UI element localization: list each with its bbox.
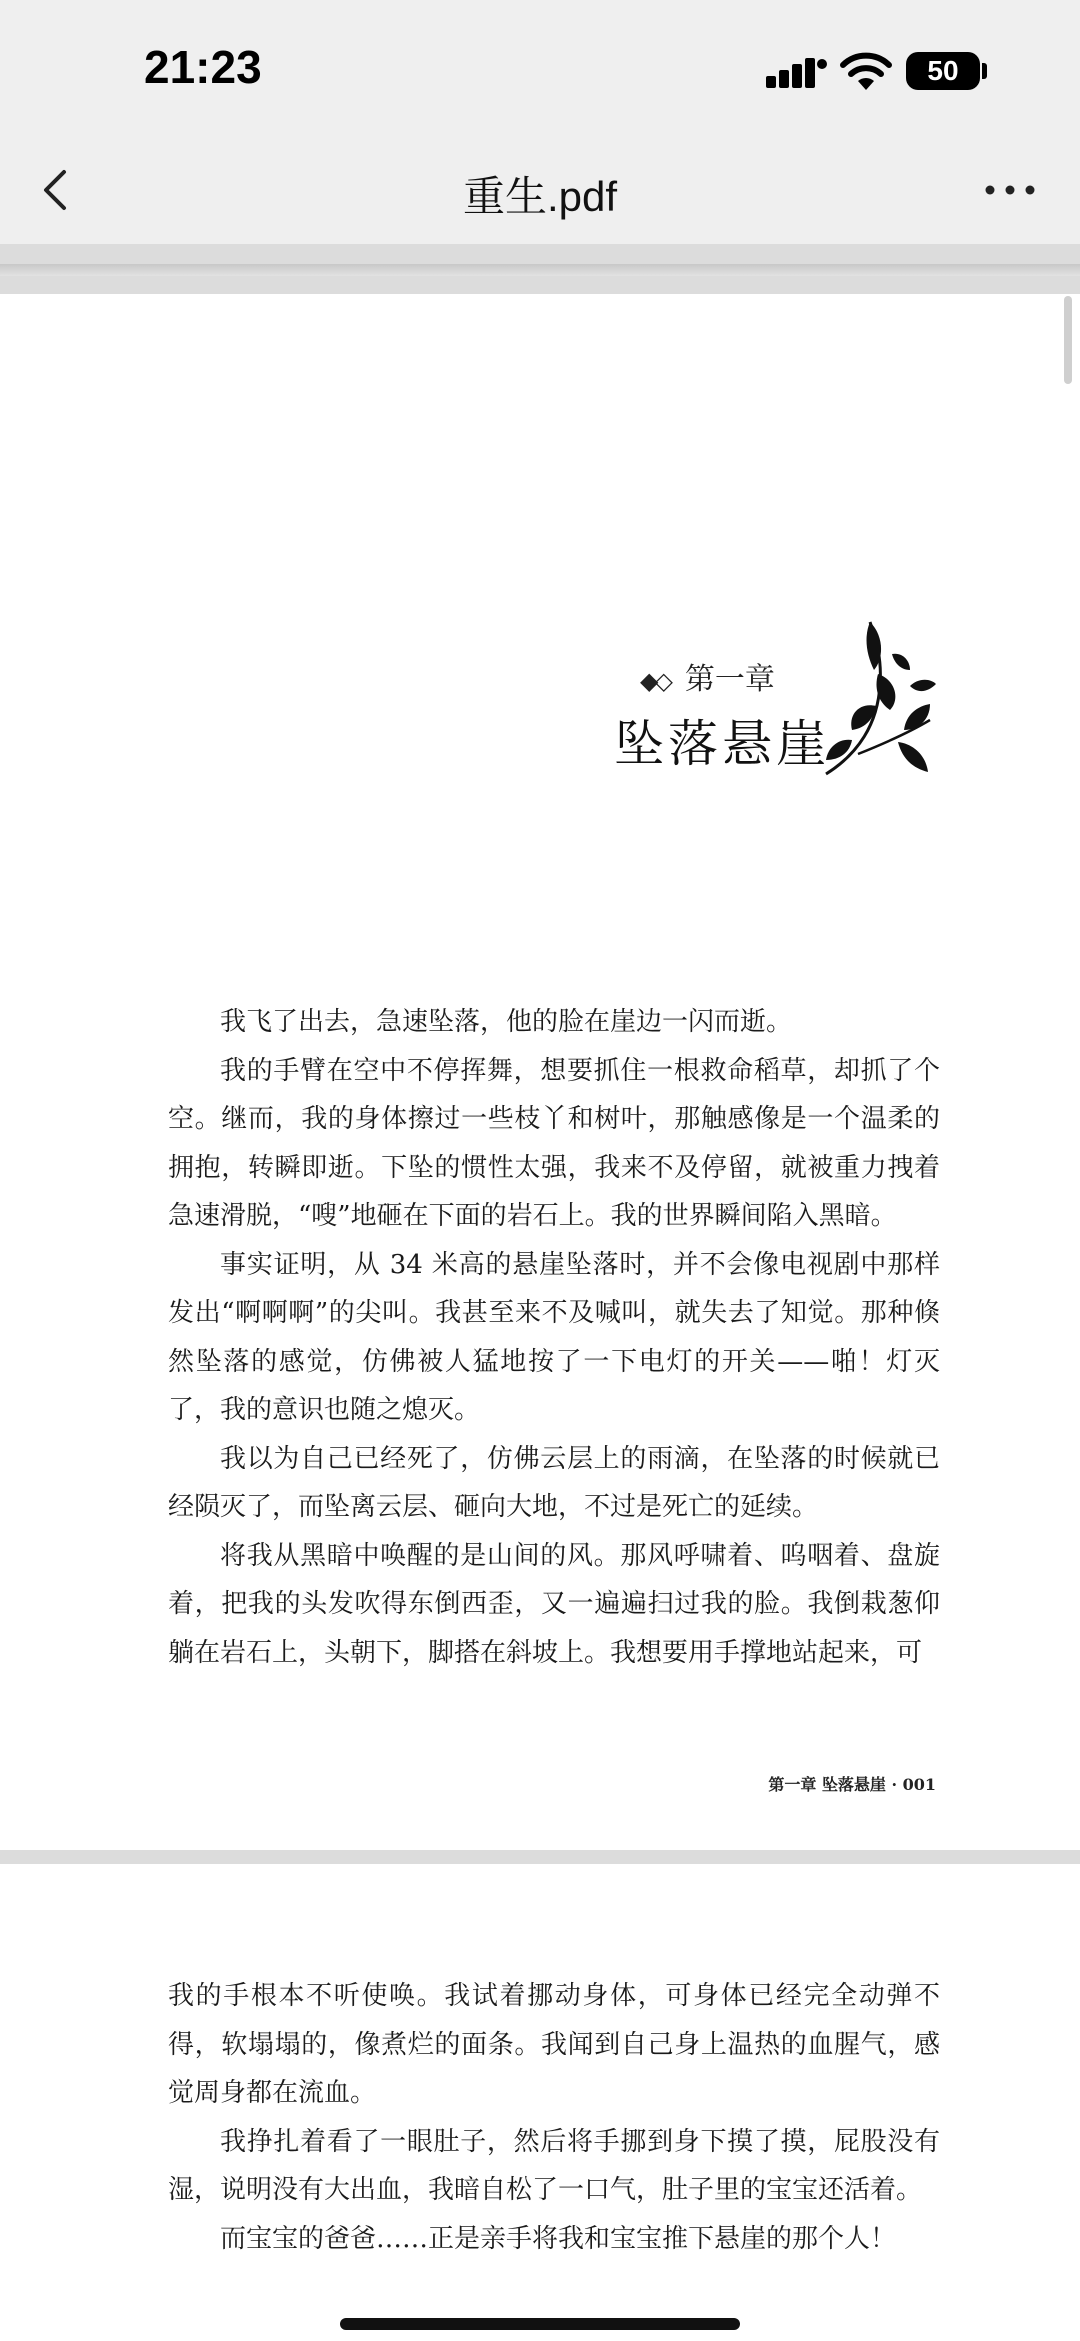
status-bar	[0, 0, 1080, 140]
chapter-title: 坠落悬崖	[614, 715, 830, 773]
paragraph: 我挣扎着看了一眼肚子，然后将手挪到身下摸了摸，屁股没有湿，说明没有大出血，我暗自松了一口气，肚子里的宝宝还活着。	[168, 2126, 940, 2205]
paragraph-continuation: 我的手根本不听使唤。我试着挪动身体，可身体已经完全动弹不得，软塌塌的，像煮烂的面条。我闻到自己身上温热的血腥气，感觉周身都在流血。	[168, 1981, 940, 2108]
more-options-button[interactable]	[980, 170, 1040, 210]
pdf-page-2	[0, 1864, 1080, 2341]
paragraph: 我以为自己已经死了，仿佛云层上的雨滴，在坠落的时候就已经陨灭了，而坠离云层、砸向大地，不过是死亡的延续。	[168, 1443, 940, 1522]
chapter-number: 第一章	[684, 662, 775, 697]
chapter-diamond-mark: ◆◇	[640, 667, 669, 695]
battery-indicator: 50	[906, 52, 980, 90]
home-indicator[interactable]	[340, 2318, 740, 2330]
paragraph: 事实证明，从 34 米高的悬崖坠落时，并不会像电视剧中那样发出“啊啊啊”的尖叫。我甚至来不及喊叫，就失去了知觉。那种倏然坠落的感觉，仿佛被人猛地按了一下电灯的开关——啪！灯灭了，我的意识也随之熄灭。	[168, 1249, 940, 1425]
document-title: 重生.pdf	[462, 173, 618, 220]
cellular-signal-icon	[766, 56, 828, 88]
status-time: 21:23	[144, 41, 262, 93]
chapter-body-text	[168, 1972, 940, 2263]
wifi-icon	[840, 52, 892, 92]
paragraph: 而宝宝的爸爸……正是亲手将我和宝宝推下悬崖的那个人！	[220, 2223, 897, 2254]
pdf-viewer[interactable]	[0, 244, 1080, 2341]
pdf-page-1	[0, 294, 1080, 1850]
battery-tip	[982, 63, 987, 79]
leaf-ornament-icon	[818, 614, 938, 784]
nav-bar	[0, 140, 1080, 244]
vertical-scrollbar[interactable]	[1064, 296, 1072, 384]
paragraph: 我的手臂在空中不停挥舞，想要抓住一根救命稻草，却抓了个空。继而，我的身体擦过一些枝丫和树叶，那触感像是一个温柔的拥抱，转瞬即逝。下坠的惯性太强，我来不及停留，就被重力拽着急速滑脱，“嗖”地砸在下面的岩石上。我的世界瞬间陷入黑暗。	[168, 1055, 940, 1231]
page-footer: 第一章 坠落悬崖 · 001	[768, 1775, 936, 1794]
chapter-label	[640, 654, 775, 698]
more-dots-icon	[980, 170, 1040, 210]
paragraph: 将我从黑暗中唤醒的是山间的风。那风呼啸着、呜咽着、盘旋着，把我的头发吹得东倒西歪，又一遍遍扫过我的脸。我倒栽葱仰躺在岩石上，头朝下，脚搭在斜坡上。我想要用手撑地站起来，可	[168, 1540, 940, 1668]
chapter-body-text	[168, 998, 940, 1677]
previous-page-edge	[0, 264, 1080, 276]
paragraph: 我飞了出去，急速坠落，他的脸在崖边一闪而逝。	[220, 1007, 793, 1037]
